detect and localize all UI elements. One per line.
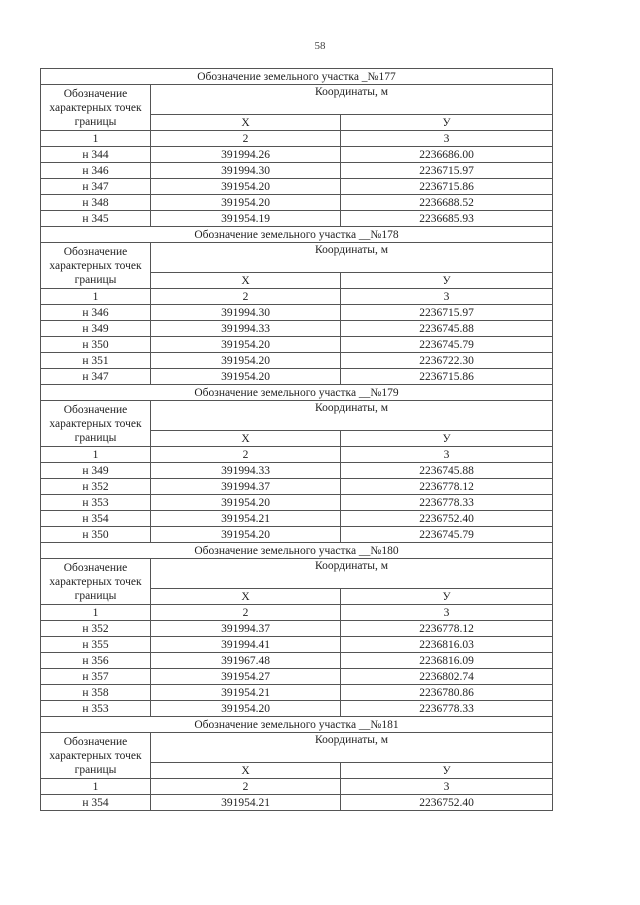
- plot-title: Обозначение земельного участка __№180: [41, 543, 553, 559]
- y-cell: 2236778.33: [341, 495, 553, 511]
- point-cell: н 349: [41, 463, 151, 479]
- x-cell: 391994.30: [151, 163, 341, 179]
- point-cell: н 350: [41, 337, 151, 353]
- plot-title: Обозначение земельного участка _№177: [41, 69, 553, 85]
- y-cell: 2236685.93: [341, 211, 553, 227]
- x-cell: 391954.27: [151, 669, 341, 685]
- column-number-1: 1: [41, 289, 151, 305]
- y-cell: 2236745.88: [341, 463, 553, 479]
- table-row: [41, 637, 553, 653]
- x-cell: 391994.41: [151, 637, 341, 653]
- x-header: X: [151, 763, 341, 779]
- x-cell: 391954.20: [151, 179, 341, 195]
- plot-title: Обозначение земельного участка __№179: [41, 385, 553, 401]
- plot-title-row: [41, 717, 553, 733]
- column-number-3: 3: [341, 289, 553, 305]
- column-number-2: 2: [151, 779, 341, 795]
- point-cell: н 358: [41, 685, 151, 701]
- table-row: [41, 701, 553, 717]
- point-cell: н 346: [41, 163, 151, 179]
- y-cell: 2236752.40: [341, 795, 553, 811]
- column-number-1: 1: [41, 779, 151, 795]
- plot-title-row: [41, 385, 553, 401]
- column-number-3: 3: [341, 131, 553, 147]
- point-column-header: Обозначение характерных точек границы: [41, 733, 151, 779]
- x-cell: 391994.37: [151, 479, 341, 495]
- x-cell: 391954.20: [151, 195, 341, 211]
- point-column-header: Обозначение характерных точек границы: [41, 401, 151, 447]
- y-cell: 2236745.79: [341, 337, 553, 353]
- column-number-2: 2: [151, 447, 341, 463]
- column-number-2: 2: [151, 131, 341, 147]
- coordinates-document: [40, 68, 552, 811]
- table-row: [41, 479, 553, 495]
- x-header: X: [151, 273, 341, 289]
- column-number-row: [41, 605, 553, 621]
- table-row: [41, 653, 553, 669]
- column-number-1: 1: [41, 131, 151, 147]
- x-header: X: [151, 589, 341, 605]
- x-header: X: [151, 115, 341, 131]
- x-cell: 391954.20: [151, 527, 341, 543]
- y-header: У: [341, 763, 553, 779]
- y-header: У: [341, 431, 553, 447]
- table-row: [41, 147, 553, 163]
- y-cell: 2236715.86: [341, 369, 553, 385]
- x-header: X: [151, 431, 341, 447]
- plot-title-row: [41, 227, 553, 243]
- y-cell: 2236686.00: [341, 147, 553, 163]
- point-cell: н 355: [41, 637, 151, 653]
- table-row: [41, 669, 553, 685]
- y-cell: 2236752.40: [341, 511, 553, 527]
- y-cell: 2236778.12: [341, 621, 553, 637]
- x-cell: 391954.20: [151, 369, 341, 385]
- plot-title-row: [41, 69, 553, 85]
- point-cell: н 353: [41, 495, 151, 511]
- table-row: [41, 211, 553, 227]
- y-cell: 2236778.33: [341, 701, 553, 717]
- y-cell: 2236715.97: [341, 163, 553, 179]
- page-number: 58: [314, 40, 326, 52]
- table-row: [41, 321, 553, 337]
- y-cell: 2236780.86: [341, 685, 553, 701]
- column-number-1: 1: [41, 605, 151, 621]
- coordinates-header: Координаты, м: [151, 401, 553, 431]
- y-cell: 2236715.97: [341, 305, 553, 321]
- y-cell: 2236816.09: [341, 653, 553, 669]
- x-cell: 391994.33: [151, 463, 341, 479]
- point-cell: н 351: [41, 353, 151, 369]
- point-cell: н 344: [41, 147, 151, 163]
- table-row: [41, 795, 553, 811]
- point-cell: н 350: [41, 527, 151, 543]
- point-cell: н 346: [41, 305, 151, 321]
- point-cell: н 352: [41, 621, 151, 637]
- y-header: У: [341, 115, 553, 131]
- point-cell: н 353: [41, 701, 151, 717]
- y-cell: 2236715.86: [341, 179, 553, 195]
- y-cell: 2236745.88: [341, 321, 553, 337]
- y-cell: 2236688.52: [341, 195, 553, 211]
- x-cell: 391994.37: [151, 621, 341, 637]
- x-cell: 391954.21: [151, 685, 341, 701]
- y-cell: 2236816.03: [341, 637, 553, 653]
- table-row: [41, 495, 553, 511]
- plot-title-row: [41, 543, 553, 559]
- plot-title: Обозначение земельного участка __№178: [41, 227, 553, 243]
- x-cell: 391954.21: [151, 795, 341, 811]
- point-cell: н 354: [41, 795, 151, 811]
- column-number-3: 3: [341, 605, 553, 621]
- y-cell: 2236722.30: [341, 353, 553, 369]
- coordinates-header: Координаты, м: [151, 733, 553, 763]
- y-cell: 2236745.79: [341, 527, 553, 543]
- x-cell: 391954.20: [151, 353, 341, 369]
- point-cell: н 354: [41, 511, 151, 527]
- x-cell: 391994.33: [151, 321, 341, 337]
- table-row: [41, 337, 553, 353]
- column-number-row: [41, 131, 553, 147]
- y-cell: 2236802.74: [341, 669, 553, 685]
- column-number-1: 1: [41, 447, 151, 463]
- table-row: [41, 163, 553, 179]
- coordinates-header: Координаты, м: [151, 243, 553, 273]
- coordinates-header: Координаты, м: [151, 559, 553, 589]
- column-number-row: [41, 779, 553, 795]
- table-row: [41, 353, 553, 369]
- column-number-2: 2: [151, 289, 341, 305]
- coordinates-table: [40, 68, 553, 811]
- point-column-header: Обозначение характерных точек границы: [41, 559, 151, 605]
- table-row: [41, 527, 553, 543]
- table-row: [41, 511, 553, 527]
- table-row: [41, 463, 553, 479]
- y-cell: 2236778.12: [341, 479, 553, 495]
- point-cell: н 356: [41, 653, 151, 669]
- column-number-3: 3: [341, 447, 553, 463]
- point-cell: н 349: [41, 321, 151, 337]
- column-number-2: 2: [151, 605, 341, 621]
- x-cell: 391954.21: [151, 511, 341, 527]
- column-number-3: 3: [341, 779, 553, 795]
- column-number-row: [41, 289, 553, 305]
- x-cell: 391954.20: [151, 701, 341, 717]
- x-cell: 391954.20: [151, 495, 341, 511]
- point-cell: н 345: [41, 211, 151, 227]
- point-column-header: Обозначение характерных точек границы: [41, 85, 151, 131]
- table-row: [41, 195, 553, 211]
- table-row: [41, 685, 553, 701]
- column-number-row: [41, 447, 553, 463]
- point-cell: н 357: [41, 669, 151, 685]
- x-cell: 391967.48: [151, 653, 341, 669]
- x-cell: 391954.19: [151, 211, 341, 227]
- y-header: У: [341, 273, 553, 289]
- x-cell: 391994.30: [151, 305, 341, 321]
- coordinates-header: Координаты, м: [151, 85, 553, 115]
- x-cell: 391954.20: [151, 337, 341, 353]
- point-cell: н 352: [41, 479, 151, 495]
- x-cell: 391994.26: [151, 147, 341, 163]
- point-cell: н 347: [41, 179, 151, 195]
- table-row: [41, 305, 553, 321]
- plot-title: Обозначение земельного участка __№181: [41, 717, 553, 733]
- point-cell: н 347: [41, 369, 151, 385]
- y-header: У: [341, 589, 553, 605]
- point-column-header: Обозначение характерных точек границы: [41, 243, 151, 289]
- point-cell: н 348: [41, 195, 151, 211]
- table-row: [41, 369, 553, 385]
- table-row: [41, 621, 553, 637]
- table-row: [41, 179, 553, 195]
